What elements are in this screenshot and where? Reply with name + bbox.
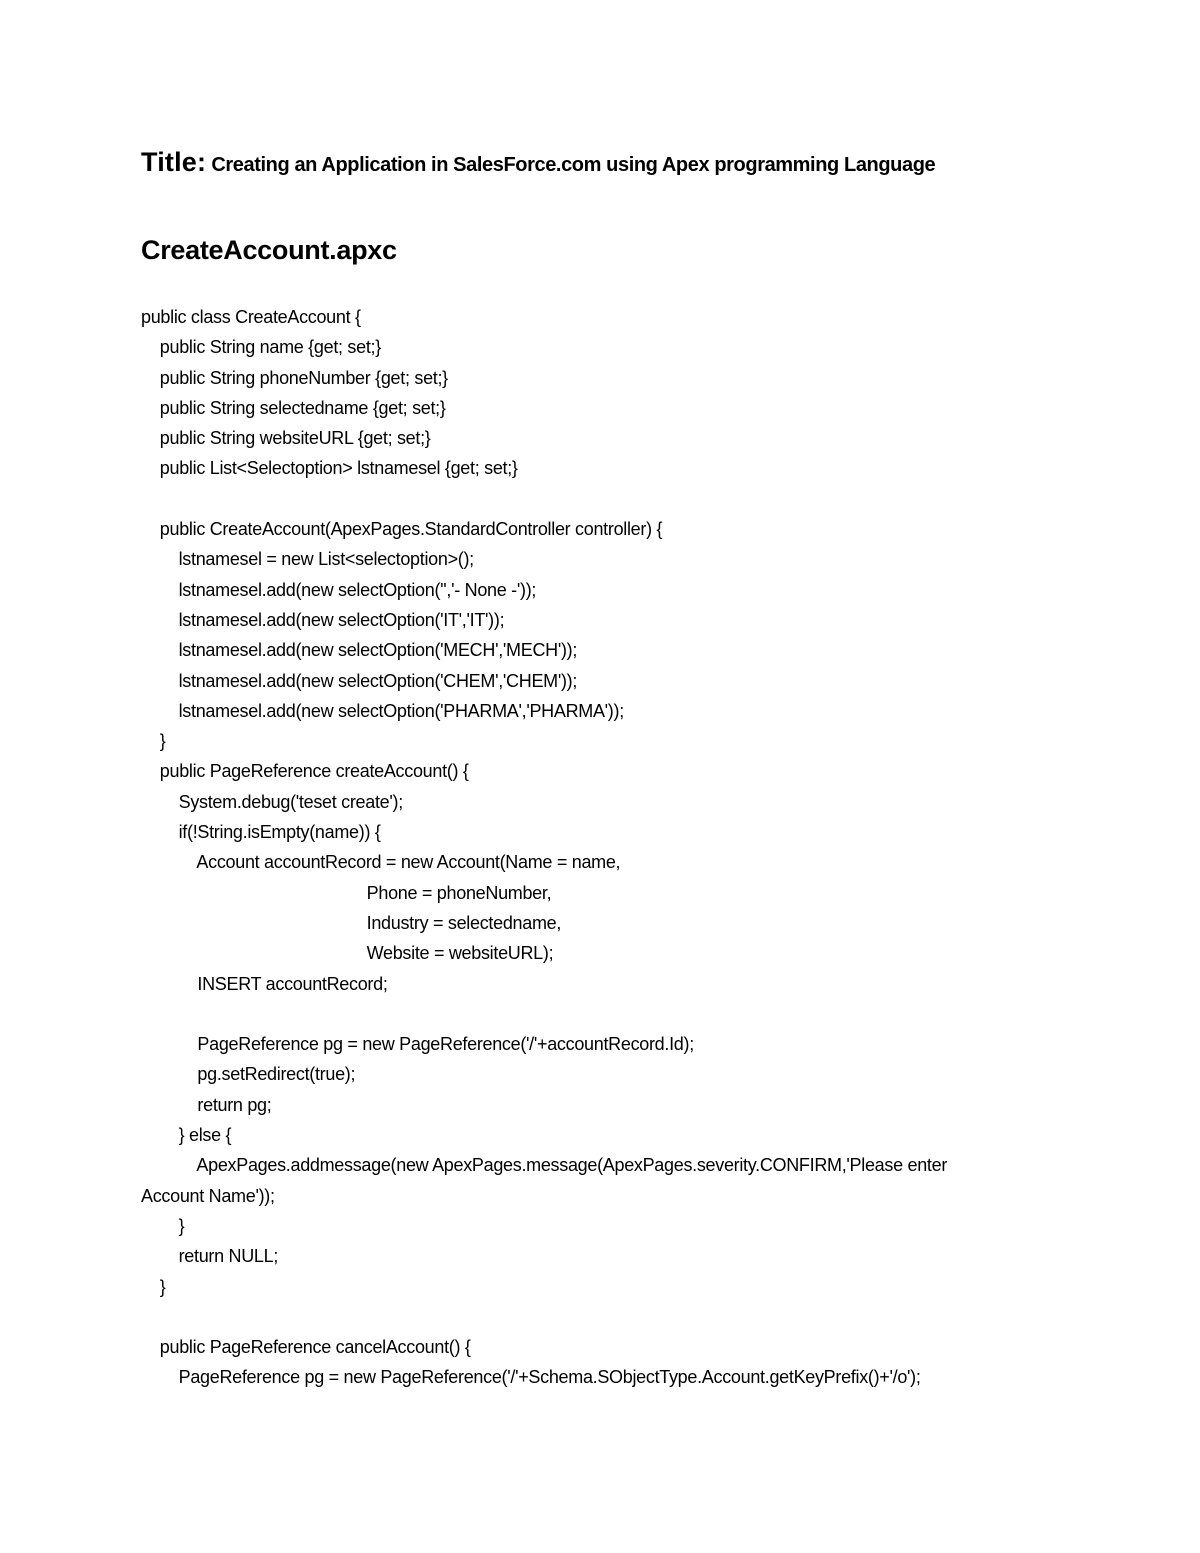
code-line: Industry = selectedname, xyxy=(141,912,562,933)
code-line: public CreateAccount(ApexPages.StandardController controller) { xyxy=(141,519,663,540)
code-line: pg.setRedirect(true); xyxy=(141,1064,356,1085)
code-line: lstnamesel.add(new selectOption('','- None -')); xyxy=(141,579,537,600)
code-line: } else { xyxy=(141,1125,232,1146)
code-line: public List<Selectoption> lstnamesel {get; set;} xyxy=(141,458,518,479)
code-line: ApexPages.addmessage(new ApexPages.message(ApexPages.severity.CONFIRM,'Please enter xyxy=(141,1155,948,1176)
title-label: Title: xyxy=(141,147,207,177)
code-line: } xyxy=(141,1276,166,1297)
code-line xyxy=(141,999,1041,1029)
code-line: Website = websiteURL); xyxy=(141,943,554,964)
title-text: Creating an Application in SalesForce.com using Apex programming Language xyxy=(206,154,936,176)
code-line: Account Name')); xyxy=(141,1185,275,1206)
code-line: public String websiteURL {get; set;} xyxy=(141,428,431,449)
code-line: public class CreateAccount { xyxy=(141,307,361,327)
code-line: PageReference pg = new PageReference('/'+Schema.SObjectType.Account.getKeyPrefix()+'/o'); xyxy=(141,1367,921,1388)
code-line: return pg; xyxy=(141,1094,272,1115)
code-line: public PageReference createAccount() { xyxy=(141,761,469,782)
code-line: System.debug('teset create'); xyxy=(141,791,403,812)
code-line: public PageReference cancelAccount() { xyxy=(141,1337,471,1358)
code-line: public String selectedname {get; set;} xyxy=(141,397,446,418)
code-line: Account accountRecord = new Account(Name = name, xyxy=(141,852,621,873)
code-line: } xyxy=(141,731,166,752)
code-line xyxy=(141,1302,1041,1332)
document-title xyxy=(141,144,935,185)
code-line: } xyxy=(141,1215,185,1236)
code-line: public String name {get; set;} xyxy=(141,337,381,358)
code-line: lstnamesel.add(new selectOption('CHEM','CHEM')); xyxy=(141,670,578,691)
code-line: if(!String.isEmpty(name)) { xyxy=(141,822,381,843)
code-line: lstnamesel.add(new selectOption('PHARMA','PHARMA')); xyxy=(141,700,624,721)
file-heading: CreateAccount.apxc xyxy=(141,235,397,265)
code-line: lstnamesel.add(new selectOption('MECH','MECH')); xyxy=(141,640,578,661)
code-line: lstnamesel = new List<selectoption>(); xyxy=(141,549,474,570)
code-block xyxy=(141,302,1041,1393)
code-line: PageReference pg = new PageReference('/'+accountRecord.Id); xyxy=(141,1034,694,1055)
code-line: return NULL; xyxy=(141,1246,279,1267)
code-line: public String phoneNumber {get; set;} xyxy=(141,367,448,388)
code-line xyxy=(141,484,1041,514)
code-line: lstnamesel.add(new selectOption('IT','IT')); xyxy=(141,609,505,630)
code-line: INSERT accountRecord; xyxy=(141,973,388,994)
code-line: Phone = phoneNumber, xyxy=(141,882,552,903)
